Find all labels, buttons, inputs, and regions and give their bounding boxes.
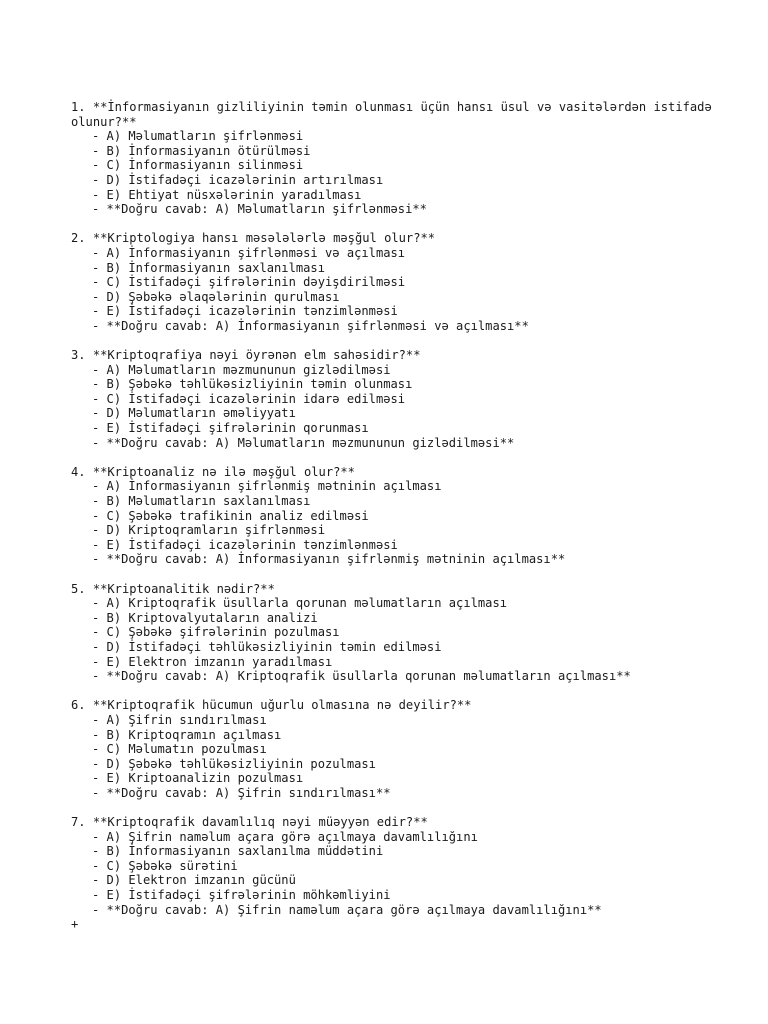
question-3 [71, 348, 761, 450]
question-title: 2. **Kriptologiya hansı məsələlərlə məşğul olur?** [71, 231, 436, 246]
option-c: - C) Məlumatın pozulması [92, 742, 267, 757]
question-6 [71, 698, 761, 800]
option-e: - E) İstifadəçi şifrələrinin möhkəmliyini [92, 888, 391, 903]
option-d: - D) Elektron imzanın gücünü [92, 873, 296, 888]
option-b: - B) Kriptoqramın açılması [92, 727, 282, 742]
end-mark: + [71, 917, 79, 932]
option-a: - A) Şifrin sındırılması [92, 712, 267, 727]
option-a: - A) Kriptoqrafik üsullarla qorunan məlumatların açılması [92, 596, 508, 611]
option-c: - C) İstifadəçi icazələrinin idarə edilməsi [92, 391, 406, 406]
option-a: - A) Məlumatların məzmununun gizlədilməsi [92, 362, 391, 377]
option-b: - B) Kriptovalyutaların analizi [92, 610, 318, 625]
option-b: - B) İnformasiyanın saxlanılma müddətini [92, 844, 384, 859]
option-a: - A) İnformasiyanın şifrlənməsi və açılması [92, 245, 406, 260]
option-c: - C) İstifadəçi şifrələrinin dəyişdirilməsi [92, 275, 406, 290]
option-d: - D) Məlumatların əməliyyatı [92, 406, 296, 421]
question-5 [71, 582, 761, 684]
question-1 [71, 100, 761, 217]
correct-answer: - **Doğru cavab: A) Şifrin sındırılması** [92, 785, 391, 800]
question-title: 1. **İnformasiyanın gizliliyinin təmin olunması üçün hansı üsul və vasitələrdən istifadə olunur?** [71, 100, 720, 129]
question-title: 5. **Kriptoanalitik nədir?** [71, 581, 275, 596]
option-c: - C) İnformasiyanın silinməsi [92, 158, 304, 173]
option-d: - D) İstifadəçi icazələrinin artırılması [92, 172, 384, 187]
option-e: - E) İstifadəçi icazələrinin tənzimlənməsi [92, 537, 398, 552]
question-title: 6. **Kriptoqrafik hücumun uğurlu olmasına nə deyilir?** [71, 698, 472, 713]
option-c: - C) Şəbəkə sürətini [92, 858, 238, 873]
option-a: - A) İnformasiyanın şifrlənmiş mətninin açılması [92, 479, 442, 494]
question-7 [71, 815, 761, 917]
option-a: - A) Şifrin naməlum açara görə açılmaya davamlılığını [92, 829, 478, 844]
correct-answer: - **Doğru cavab: A) İnformasiyanın şifrlənmiş mətninin açılması** [92, 552, 566, 567]
option-e: - E) Ehtiyat nüsxələrinin yaradılması [92, 187, 362, 202]
question-4 [71, 465, 761, 567]
correct-answer: - **Doğru cavab: A) Məlumatların məzmununun gizlədilməsi** [92, 435, 515, 450]
option-c: - C) Şəbəkə şifrələrinin pozulması [92, 625, 340, 640]
document-page [71, 100, 761, 932]
correct-answer: - **Doğru cavab: A) Şifrin naməlum açara görə açılmaya davamlılığını** [92, 902, 602, 917]
option-b: - B) İnformasiyanın ötürülməsi [92, 143, 311, 158]
option-e: - E) Kriptoanalizin pozulması [92, 771, 304, 786]
correct-answer: - **Doğru cavab: A) Məlumatların şifrlənməsi** [92, 202, 427, 217]
option-b: - B) Şəbəkə təhlükəsizliyinin təmin olunması [92, 377, 413, 392]
option-c: - C) Şəbəkə trafikinin analiz edilməsi [92, 508, 369, 523]
question-title: 7. **Kriptoqrafik davamlılıq nəyi müəyyən edir?** [71, 815, 428, 830]
option-d: - D) İstifadəçi təhlükəsizliyinin təmin edilməsi [92, 639, 442, 654]
option-e: - E) Elektron imzanın yaradılması [92, 654, 333, 669]
option-d: - D) Şəbəkə əlaqələrinin qurulması [92, 289, 340, 304]
option-e: - E) İstifadəçi şifrələrinin qorunması [92, 421, 369, 436]
option-a: - A) Məlumatların şifrlənməsi [92, 129, 304, 144]
correct-answer: - **Doğru cavab: A) İnformasiyanın şifrlənməsi və açılması** [92, 318, 529, 333]
correct-answer: - **Doğru cavab: A) Kriptoqrafik üsullarla qorunan məlumatların açılması** [92, 669, 631, 684]
option-d: - D) Şəbəkə təhlükəsizliyinin pozulması [92, 756, 376, 771]
option-b: - B) Məlumatların saxlanılması [92, 494, 311, 509]
question-2 [71, 231, 761, 333]
option-e: - E) İstifadəçi icazələrinin tənzimlənməsi [92, 304, 398, 319]
question-title: 4. **Kriptoanaliz nə ilə məşğul olur?** [71, 464, 355, 479]
question-title: 3. **Kriptoqrafiya nəyi öyrənən elm sahəsidir?** [71, 348, 421, 363]
option-d: - D) Kriptoqramların şifrlənməsi [92, 523, 325, 538]
option-b: - B) İnformasiyanın saxlanılması [92, 260, 325, 275]
